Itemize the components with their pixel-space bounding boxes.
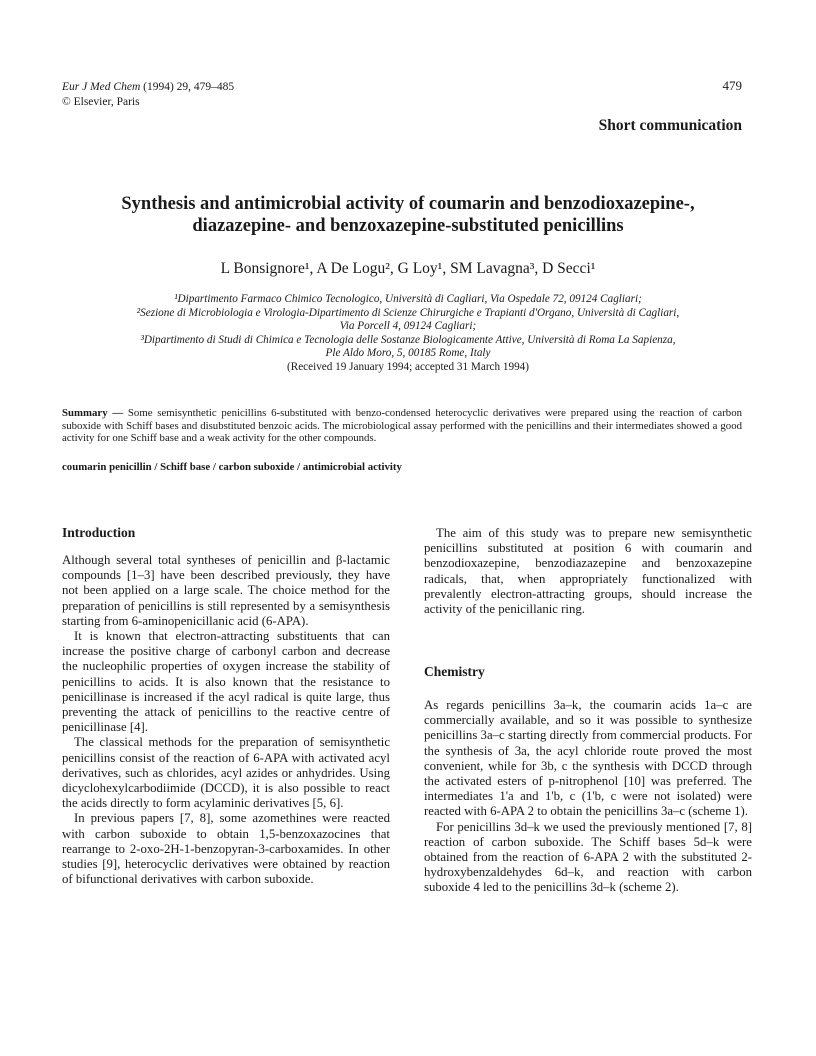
section-label: Short communication <box>598 117 742 134</box>
affiliation-2-address: Via Porcell 4, 09124 Cagliari; <box>339 320 477 332</box>
received-dates: (Received 19 January 1994; accepted 31 March 1994) <box>287 361 529 373</box>
chem-paragraph-2: For penicillins 3d–k we used the previously mentioned [7, 8] reaction of carbon suboxide. The Schiff bases 5d–k were obtained from the reaction of 6-APA 2 with the substituted 2-hydroxybenzaldehydes 6d–k, and reaction with carbon suboxide 4 led to the penicillins 3d–k (scheme 2). <box>424 819 752 895</box>
introduction-body <box>62 553 390 887</box>
title-line-2: diazazepine- and benzoxazepine-substituted penicillins <box>192 216 624 236</box>
summary-label: Summary — <box>62 407 124 419</box>
summary-text: Some semisynthetic penicillins 6-substituted with benzo-condensed heterocyclic derivatives were prepared using the reaction of carbon suboxide with Schiff bases and disubstituted benzoic acids. The microbiological assay performed with the penicillins and their intermediates showed a good activity for one Schiff base and a weak activity for the other compounds. <box>62 407 742 444</box>
intro-paragraph-4: In previous papers [7, 8], some azomethines were reacted with carbon suboxide to obtain 1,5-benzoxazocines that rearrange to 2-oxo-2H-1-benzopyran-3-carboxamides. In other studies [9], heterocyclic derivatives were obtained by reaction of bifunctional derivatives with carbon suboxide. <box>62 811 390 887</box>
affiliation-3-address: Ple Aldo Moro, 5, 00185 Rome, Italy <box>325 347 491 359</box>
introduction-heading: Introduction <box>62 525 136 540</box>
journal-citation <box>62 80 362 110</box>
chemistry-body <box>424 698 752 896</box>
affiliation-2: ²Sezione di Microbiologia e Virologia-Dipartimento di Scienze Chirurgiche e Trapianti d'Organo, Università di Cagliari, <box>136 306 680 319</box>
intro-paragraph-3: The classical methods for the preparation of semisynthetic penicillins consist of the reaction of 6-APA with activated acyl derivatives, such as chlorides, acyl azides or anhydrides. Using dicyclohexylcarbodiimide (DCCD), it is also possible to react the acids directly to form acylaminic derivatives [5, 6]. <box>62 735 390 811</box>
aim-paragraph-block <box>424 526 752 617</box>
journal-name: Eur J Med Chem <box>62 81 141 93</box>
article-title <box>60 193 756 237</box>
journal-volume-pages: (1994) 29, 479–485 <box>140 81 235 93</box>
summary <box>62 407 742 445</box>
aim-paragraph: The aim of this study was to prepare new semisynthetic penicillins substituted at position 6 with coumarin and benzodioxazepine, benzodiazazepine and benzoxazepine radicals, that, when appropriately functionalized with prevalently electron-attracting groups, should increase the activity of the penicillanic ring. <box>424 526 752 617</box>
title-line-1: Synthesis and antimicrobial activity of coumarin and benzodioxazepine-, <box>121 194 695 214</box>
affiliations <box>80 293 736 361</box>
affiliation-1: ¹Dipartimento Farmaco Chimico Tecnologico, Università di Cagliari, Via Ospedale 72, 09124 Cagliari; <box>174 293 642 305</box>
page-number: 479 <box>722 78 742 93</box>
affiliation-3: ³Dipartimento di Studi di Chimica e Tecnologia delle Sostanze Biologicamente Attive, Università di Roma La Sapienza, <box>140 333 676 346</box>
keywords: coumarin penicillin / Schiff base / carbon suboxide / antimicrobial activity <box>62 461 402 473</box>
chemistry-heading: Chemistry <box>424 664 485 679</box>
intro-paragraph-1: Although several total syntheses of penicillin and β-lactamic compounds [1–3] have been described previously, they have not been applied on a large scale. The choice method for the preparation of penicillins is still represented by a semisynthesis starting from 6-aminopenicillanic acid (6-APA). <box>62 553 390 628</box>
chem-paragraph-1: As regards penicillins 3a–k, the coumarin acids 1a–c are commercially available, and so it was possible to synthesize penicillins 3a–c starting directly from commercial products. For the synthesis of 3a, the acyl chloride route proved the most convenient, while for 3b, c the synthesis with DCCD through the activated esters of p-nitrophenol [10] was preferred. The intermediates 1'a and 1'b, c (1'b, c were not isolated) were reacted with 6-APA 2 to obtain the penicillins 3a–c (scheme 1). <box>424 698 752 819</box>
publisher: © Elsevier, Paris <box>62 96 140 108</box>
author-list: L Bonsignore¹, A De Logu², G Loy¹, SM Lavagna³, D Secci¹ <box>220 260 596 277</box>
intro-paragraph-2: It is known that electron-attracting substituents that can increase the positive charge of carbonyl carbon and decrease the nucleophilic properties of oxygen increase the stability of penicillins to acids. It is also known that the resistance to penicillinase is increased if the acyl radical is quite large, thus preventing the attack of penicillins to the reactive centre of penicillinase [4]. <box>62 629 390 735</box>
